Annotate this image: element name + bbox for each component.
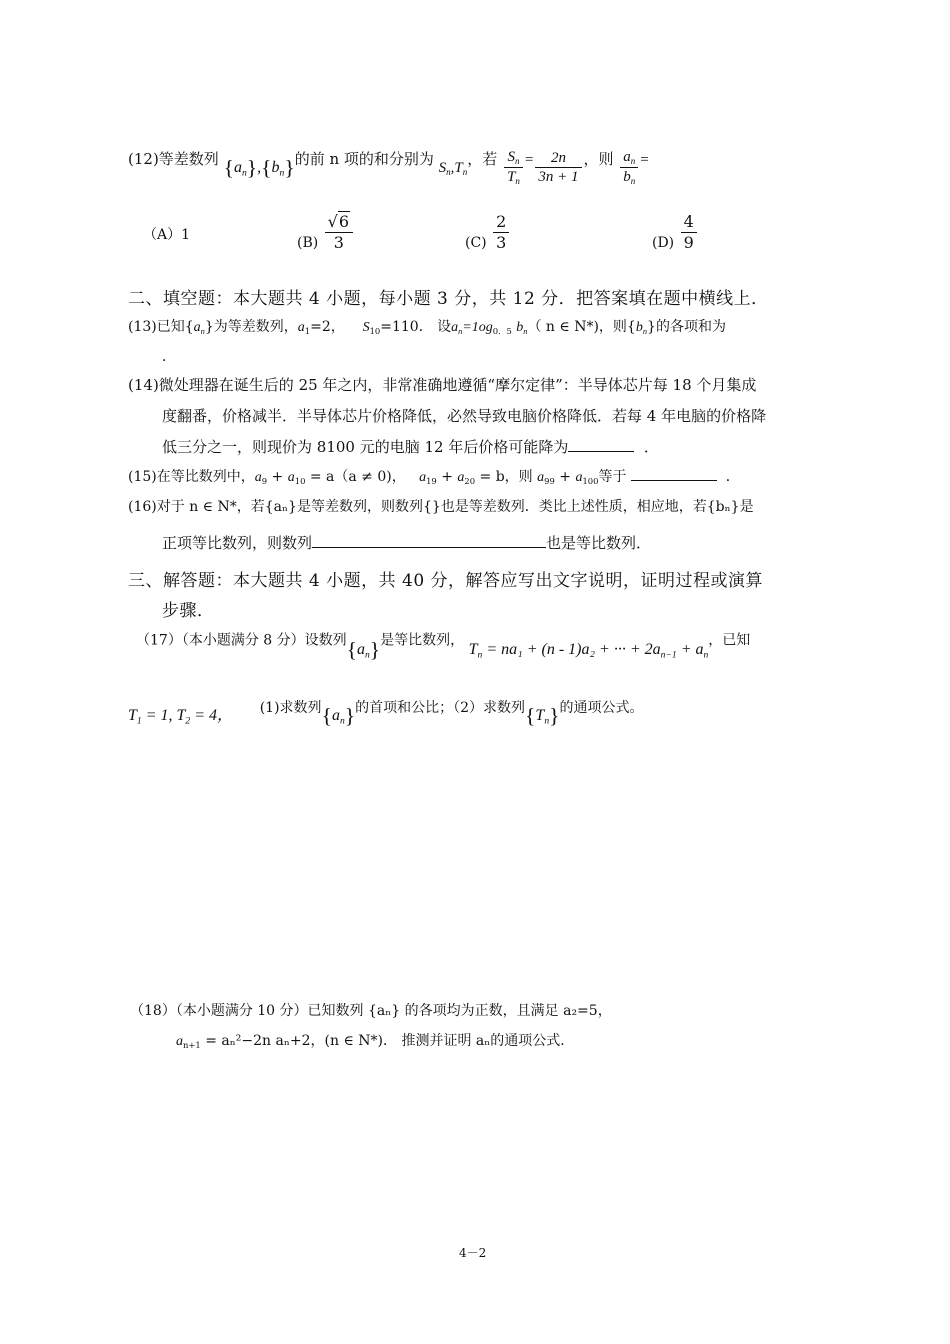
q12-option-b: (B) $\frac{√6}{3}$ [297, 212, 355, 253]
q15-line: (15)在等比数列中，$a_9 + a_{10} = a(a \ne 0)$， $a_{19} + a_{20} = b$，则 $a_{99} + a_{100}$等于 ． [128, 469, 740, 486]
q17-line-2: $T_1 = 1$, $T_2 = 4$， (1)求数列$\{a_n\}$的首项和公比；（2）求数列$\{T_n\}$的通项公式。 [128, 700, 644, 728]
q18-line-1: （18）（本小题满分 10 分）已知数列 {aₙ} 的各项均为正数，且满足 a₂=5， [130, 1003, 612, 1019]
q16-line-2: 正项等比数列，则数列 也是等比数列． [162, 534, 652, 552]
q14-line-3: 低三分之一，则现价为 8100 元的电脑 12 年后价格可能降为 ． [162, 438, 659, 456]
q12-option-a: （A）1 [143, 227, 191, 243]
q13-end: ． [162, 349, 176, 365]
q12-number: (12) [128, 149, 159, 168]
q12-sequences: $\{a_n\},\{b_n\}$ [223, 155, 295, 180]
q12-option-c: (C) $\frac{2}{3}$ [465, 212, 511, 253]
q18-line-2: $a_{n+1} = a_n^2-2n$ aₙ+2，(n ∈ N*)． 推测并证明 aₙ的通项公式． [176, 1033, 575, 1050]
q12-stem: 等差数列 [158, 149, 219, 168]
section-3-heading-line-1: 三、解答题：本大题共 4 小题，共 40 分，解答应写出文字说明，证明过程或演算 [128, 571, 764, 591]
page-number: 4－2 [459, 1246, 487, 1260]
q17-formula: $T_n = na_1 + (n - 1)a_2$ + ··· + $2a_{n-1} + a_n$ [468, 641, 709, 661]
q12-option-b-frac: $\frac{√6}{3}$ [325, 212, 353, 253]
section-3-heading-line-2: 步骤． [162, 601, 215, 621]
q12-then: ，则 [583, 149, 614, 168]
q17-line-1: （17）（本小题满分 8 分）设数列$\{a_n\}$是等比数列， $T_n = na_1 + (n - 1)a_2$ + ··· + $2a_{n-1} + a_n$，已知 [136, 632, 751, 662]
q16-answer-blank [312, 547, 546, 548]
q12-line: (12)等差数列 $\{a_n\},\{b_n\}$的前 n 项的和分别为 $S_n,T_n$，若 $\frac{S_n}{T_n}$ = $\frac{2n}{3n + 1}$ ，则 $\frac{a_n}{b_n}$ = [128, 149, 649, 187]
q15-answer-blank [631, 480, 717, 481]
q12-sums: $S_n,T_n$ [438, 159, 468, 178]
q16-line-1: (16)对于 n ∈ N*，若{aₙ}是等差数列，则数列{}也是等差数列．类比上述性质，相应地，若{bₙ}是 [128, 499, 754, 515]
q14-line-2: 度翻番，价格减半．半导体芯片价格降低，必然导致电脑价格降低．若每 4 年电脑的价格降 [162, 407, 767, 425]
q13-line: (13)已知$\{a_n\}$为等差数列，$a_1=2$， $S_{10}=110$． 设$a_n=1og_{0.5}$ $b_n$（ n ∈ N*)，则$\{b_n\}$的各项和为 [128, 319, 726, 336]
q14-line-1: (14)微处理器在诞生后的 25 年之内，非常准确地遵循“摩尔定律”：半导体芯片每 18 个月集成 [128, 376, 757, 394]
q12-option-c-frac: $\frac{2}{3}$ [493, 212, 509, 253]
q12-mid-text: 的前 n 项的和分别为 [294, 149, 434, 168]
q12-ratio-rhs: $\frac{2n}{3n + 1}$ [535, 149, 581, 188]
q12-if: ，若 [467, 149, 498, 168]
q12-ratio-lhs: $\frac{S_n}{T_n}$ [504, 148, 523, 188]
q14-answer-blank [568, 451, 634, 452]
q17-given: $T_1 = 1$, $T_2 = 4$， [128, 707, 234, 727]
q12-option-d-frac: $\frac{4}{9}$ [681, 212, 697, 253]
section-2-heading: 二、填空题：本大题共 4 小题，每小题 3 分，共 12 分．把答案填在题中横线上． [128, 289, 769, 309]
q12-target-ratio: $\frac{a_n}{b_n}$ [620, 148, 638, 188]
q12-option-d: (D) $\frac{4}{9}$ [652, 212, 699, 253]
